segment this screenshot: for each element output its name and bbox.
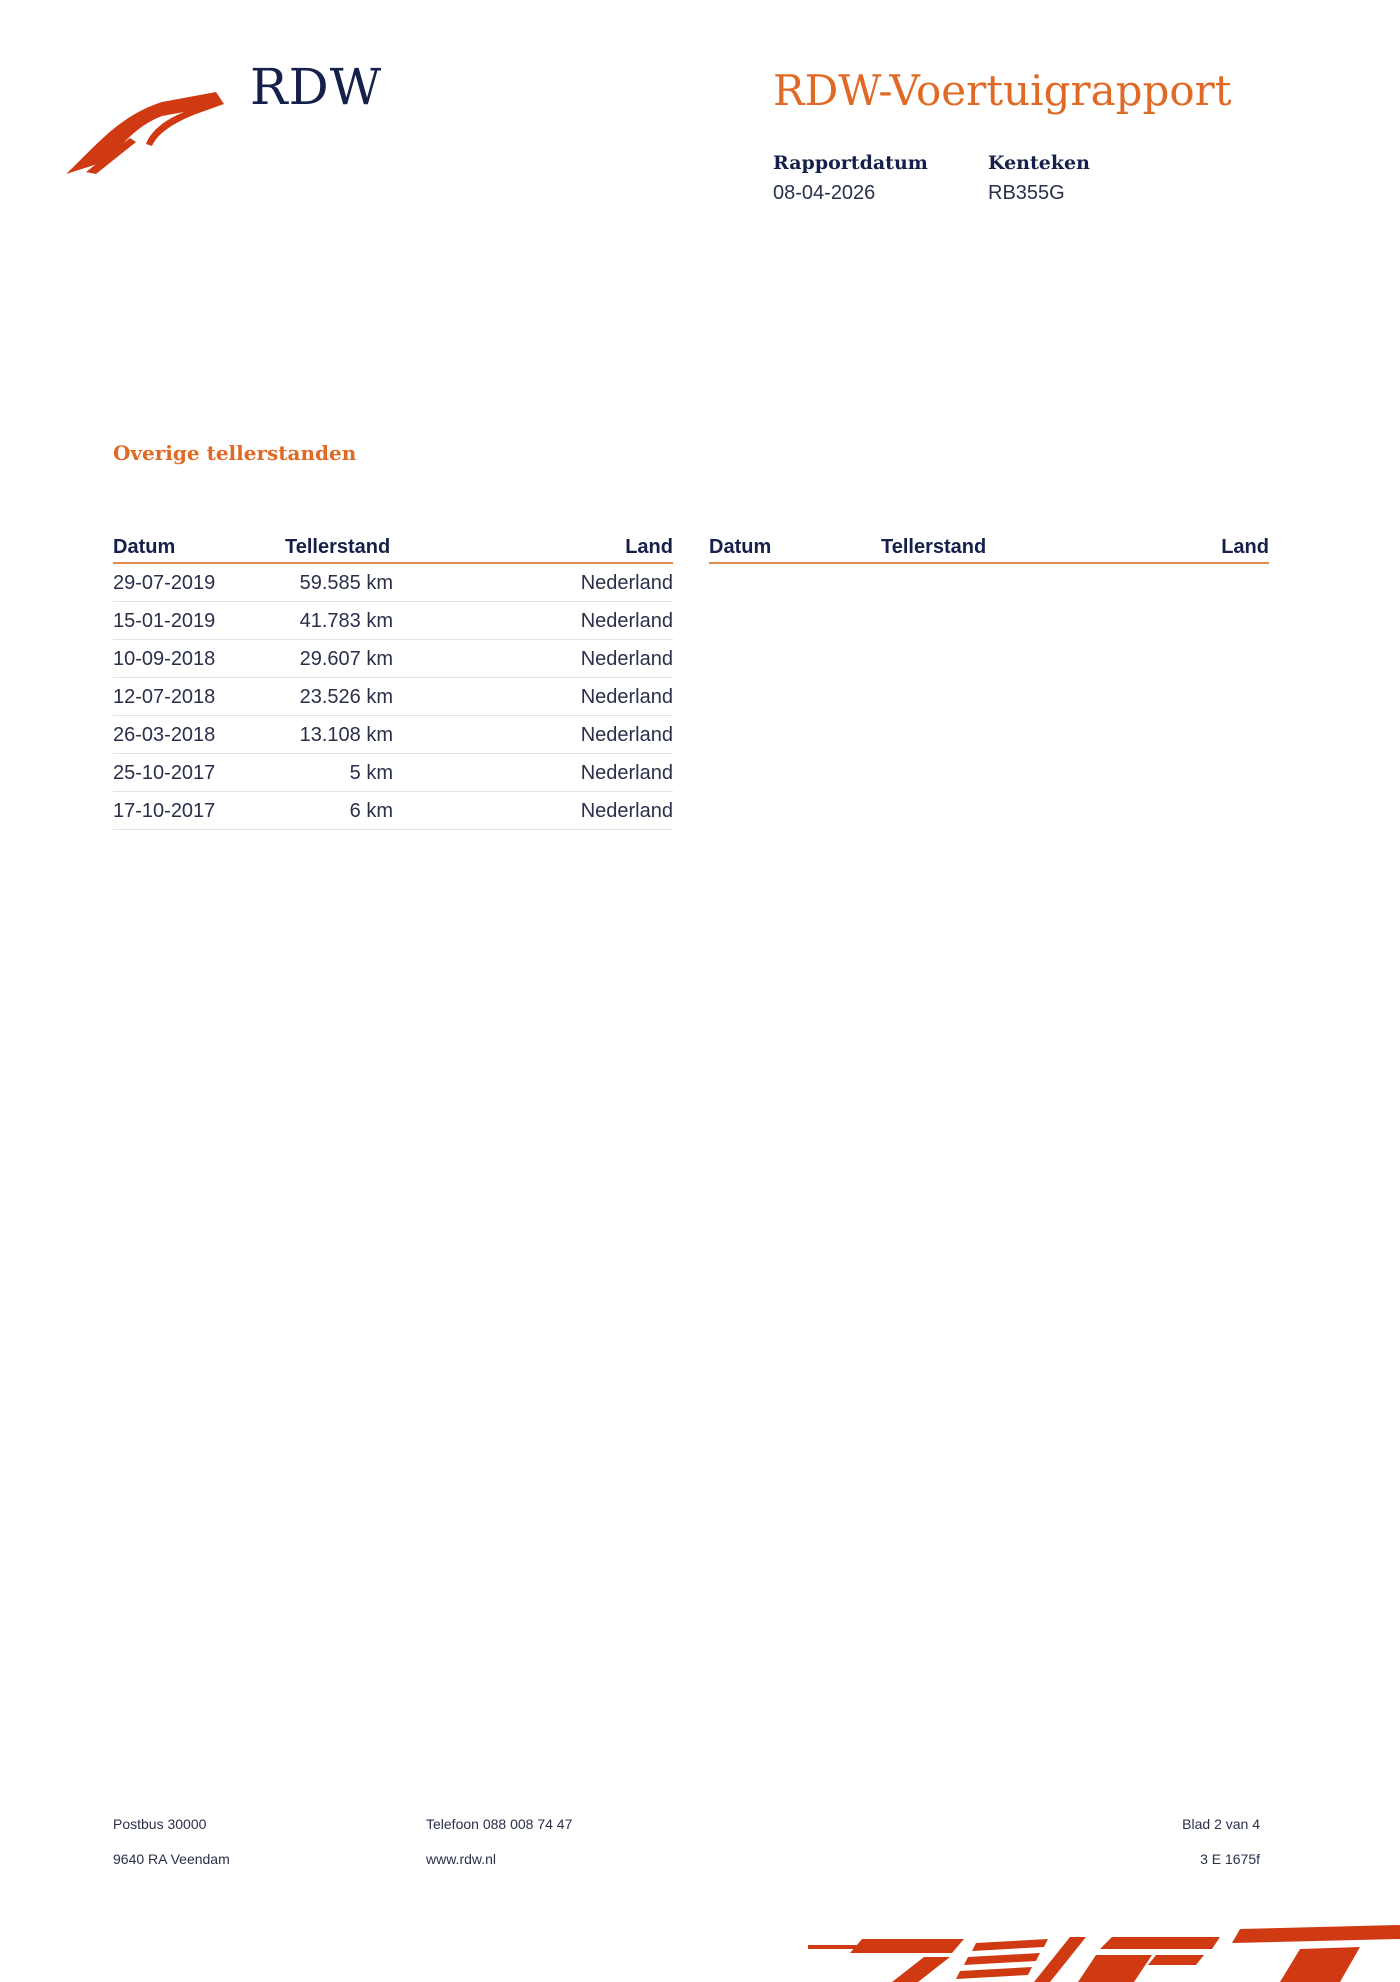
row-country: Nederland (580, 800, 673, 822)
row-count: 13.108 km (299, 724, 393, 746)
row-count: 23.526 km (299, 686, 393, 708)
row-country: Nederland (580, 686, 673, 708)
row-date: 17-10-2017 (113, 800, 216, 822)
plate-label: Kenteken (988, 152, 1090, 174)
column-header-date: Datum (113, 536, 176, 558)
row-count: 29.607 km (299, 648, 393, 670)
row-country: Nederland (580, 724, 673, 746)
column-header-count: Tellerstand (881, 536, 987, 558)
odometer-table-right (709, 534, 1269, 564)
report-date-label: Rapportdatum (773, 152, 928, 174)
footer-address (113, 1816, 230, 1886)
table-row (113, 602, 673, 640)
odometer-table-left (113, 534, 673, 830)
table-row (113, 564, 673, 602)
row-date: 15-01-2019 (113, 610, 216, 632)
report-date-block (773, 152, 928, 205)
column-header-count: Tellerstand (285, 536, 391, 558)
decorative-stripes-icon (800, 1925, 1400, 1982)
footer-code: 3 E 1675f (1200, 1851, 1260, 1867)
row-date: 10-09-2018 (113, 648, 216, 670)
footer-page-info (1182, 1816, 1260, 1886)
footer-contact (426, 1816, 572, 1886)
footer-postbus: Postbus 30000 (113, 1816, 207, 1832)
row-date: 25-10-2017 (113, 762, 216, 784)
report-date-value: 08-04-2026 (773, 182, 876, 204)
brand-name: RDW (250, 58, 383, 116)
table-header (709, 534, 1269, 564)
table-row (113, 716, 673, 754)
row-count: 41.783 km (299, 610, 393, 632)
row-country: Nederland (580, 648, 673, 670)
row-count: 59.585 km (299, 572, 393, 594)
report-title: RDW-Voertuigrapport (773, 66, 1232, 115)
row-count: 6 km (349, 800, 393, 822)
table-row (113, 678, 673, 716)
row-country: Nederland (580, 572, 673, 594)
row-count: 5 km (349, 762, 393, 784)
section-title: Overige tellerstanden (113, 441, 357, 465)
plate-block (988, 152, 1090, 205)
row-country: Nederland (580, 762, 673, 784)
column-header-date: Datum (709, 536, 772, 558)
plate-value: RB355G (988, 182, 1065, 204)
column-header-country: Land (1221, 536, 1269, 558)
row-date: 26-03-2018 (113, 724, 216, 746)
table-row (113, 754, 673, 792)
footer-city: 9640 RA Veendam (113, 1851, 230, 1867)
rdw-logo-icon (66, 88, 230, 180)
column-header-country: Land (625, 536, 673, 558)
footer-phone: Telefoon 088 008 74 47 (426, 1816, 573, 1832)
row-country: Nederland (580, 610, 673, 632)
table-row (113, 792, 673, 830)
row-date: 12-07-2018 (113, 686, 216, 708)
footer-website: www.rdw.nl (426, 1851, 497, 1867)
footer-page-number: Blad 2 van 4 (1182, 1816, 1260, 1832)
table-header (113, 534, 673, 564)
table-row (113, 640, 673, 678)
row-date: 29-07-2019 (113, 572, 216, 594)
